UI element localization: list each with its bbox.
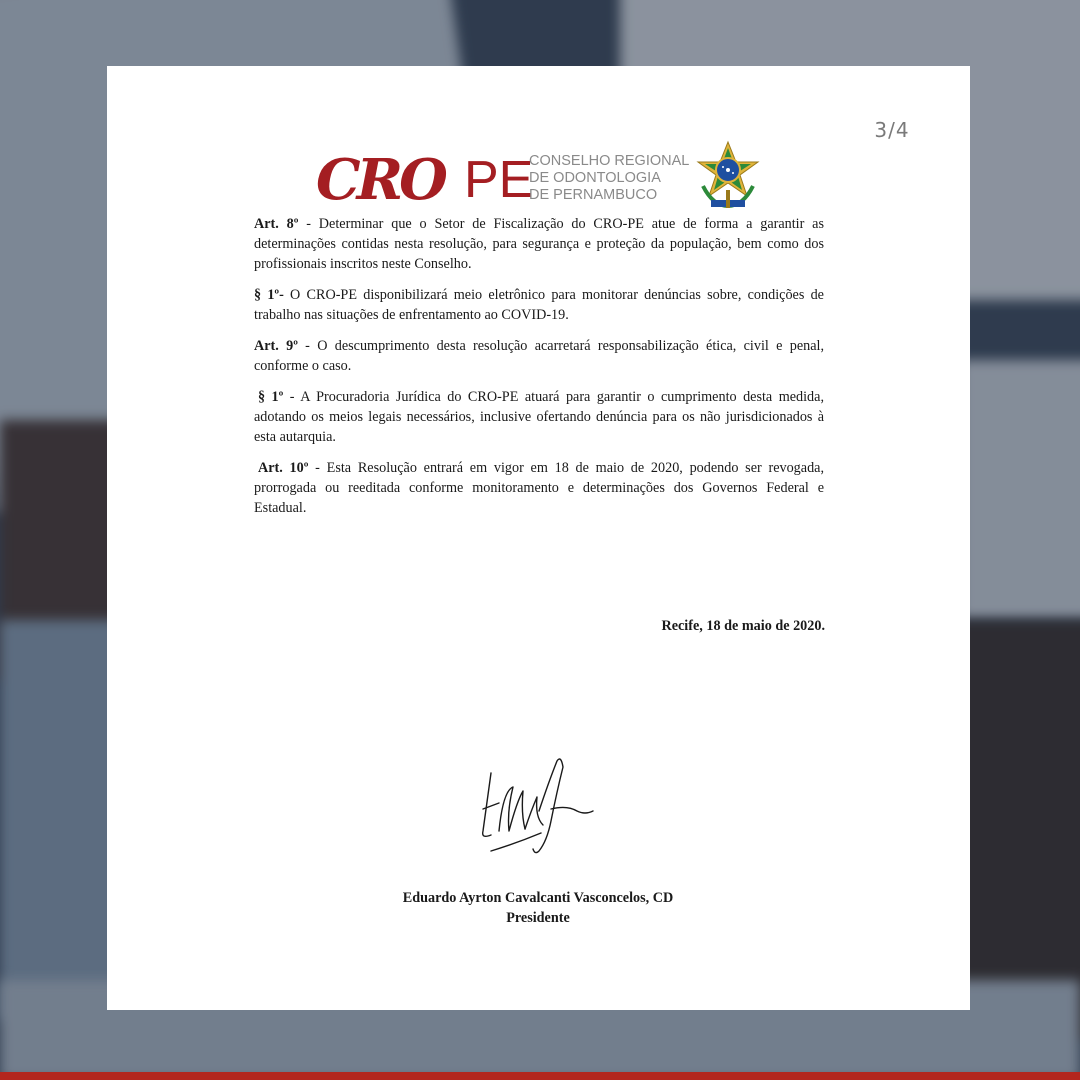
logo-pe-text: PE: [464, 151, 534, 209]
date-line: Recife, 18 de maio de 2020.: [661, 618, 825, 634]
article-9-paragraph-1: [254, 387, 824, 447]
article-label: § 1º-: [254, 287, 284, 303]
article-label: Art. 9º: [254, 338, 298, 354]
article-label: § 1º: [258, 389, 284, 405]
bottom-accent-bar: [0, 1072, 1080, 1080]
org-line-2: DE ODONTOLOGIA: [529, 170, 661, 186]
logo-cro-text: CRO: [316, 147, 444, 213]
article-8-paragraph-1: [254, 285, 824, 325]
logo-org-name: [529, 153, 689, 204]
article-8: [254, 214, 824, 274]
document-page: [107, 66, 970, 1010]
article-text: - Determinar que o Setor de Fiscalização do CRO-PE atue de forma a garantir as determinações contidas nesta resolução, para segurança e proteção da população, bem como dos profissionais inscritos neste Conselho.: [254, 216, 824, 272]
resolution-text: [254, 214, 824, 529]
article-9: [254, 336, 824, 376]
handwritten-signature: [477, 751, 597, 866]
brazil-coat-of-arms-icon: [693, 140, 763, 212]
cro-pe-logo: [316, 147, 690, 213]
article-text: - O descumprimento desta resolução acarretará responsabilização ética, civil e penal, conforme o caso.: [254, 338, 825, 374]
signer-block: [338, 888, 738, 928]
article-text: - A Procuradoria Jurídica do CRO-PE atuará para garantir o cumprimento desta medida, adotando os meios legais necessários, inclusive ofertando denúncia para os não jurisdicionados à esta autarquia.: [254, 389, 824, 445]
article-10: [254, 458, 824, 518]
article-text: O CRO-PE disponibilizará meio eletrônico para monitorar denúncias sobre, condições de trabalho nas situações de enfrentamento ao COVID-19.: [254, 287, 824, 323]
page-counter: 3/4: [874, 118, 910, 142]
article-text: - Esta Resolução entrará em vigor em 18 de maio de 2020, podendo ser revogada, prorrogada ou reeditada conforme monitoramento e determinações dos Governos Federal e Estadual.: [254, 460, 825, 516]
org-line-3: DE PERNAMBUCO: [529, 187, 658, 203]
article-label: Art. 8º: [254, 216, 299, 232]
article-label: Art. 10º: [258, 460, 309, 476]
signer-name: Eduardo Ayrton Cavalcanti Vasconcelos, CD: [402, 890, 674, 906]
org-line-1: CONSELHO REGIONAL: [529, 153, 690, 169]
signer-role: Presidente: [506, 910, 570, 926]
